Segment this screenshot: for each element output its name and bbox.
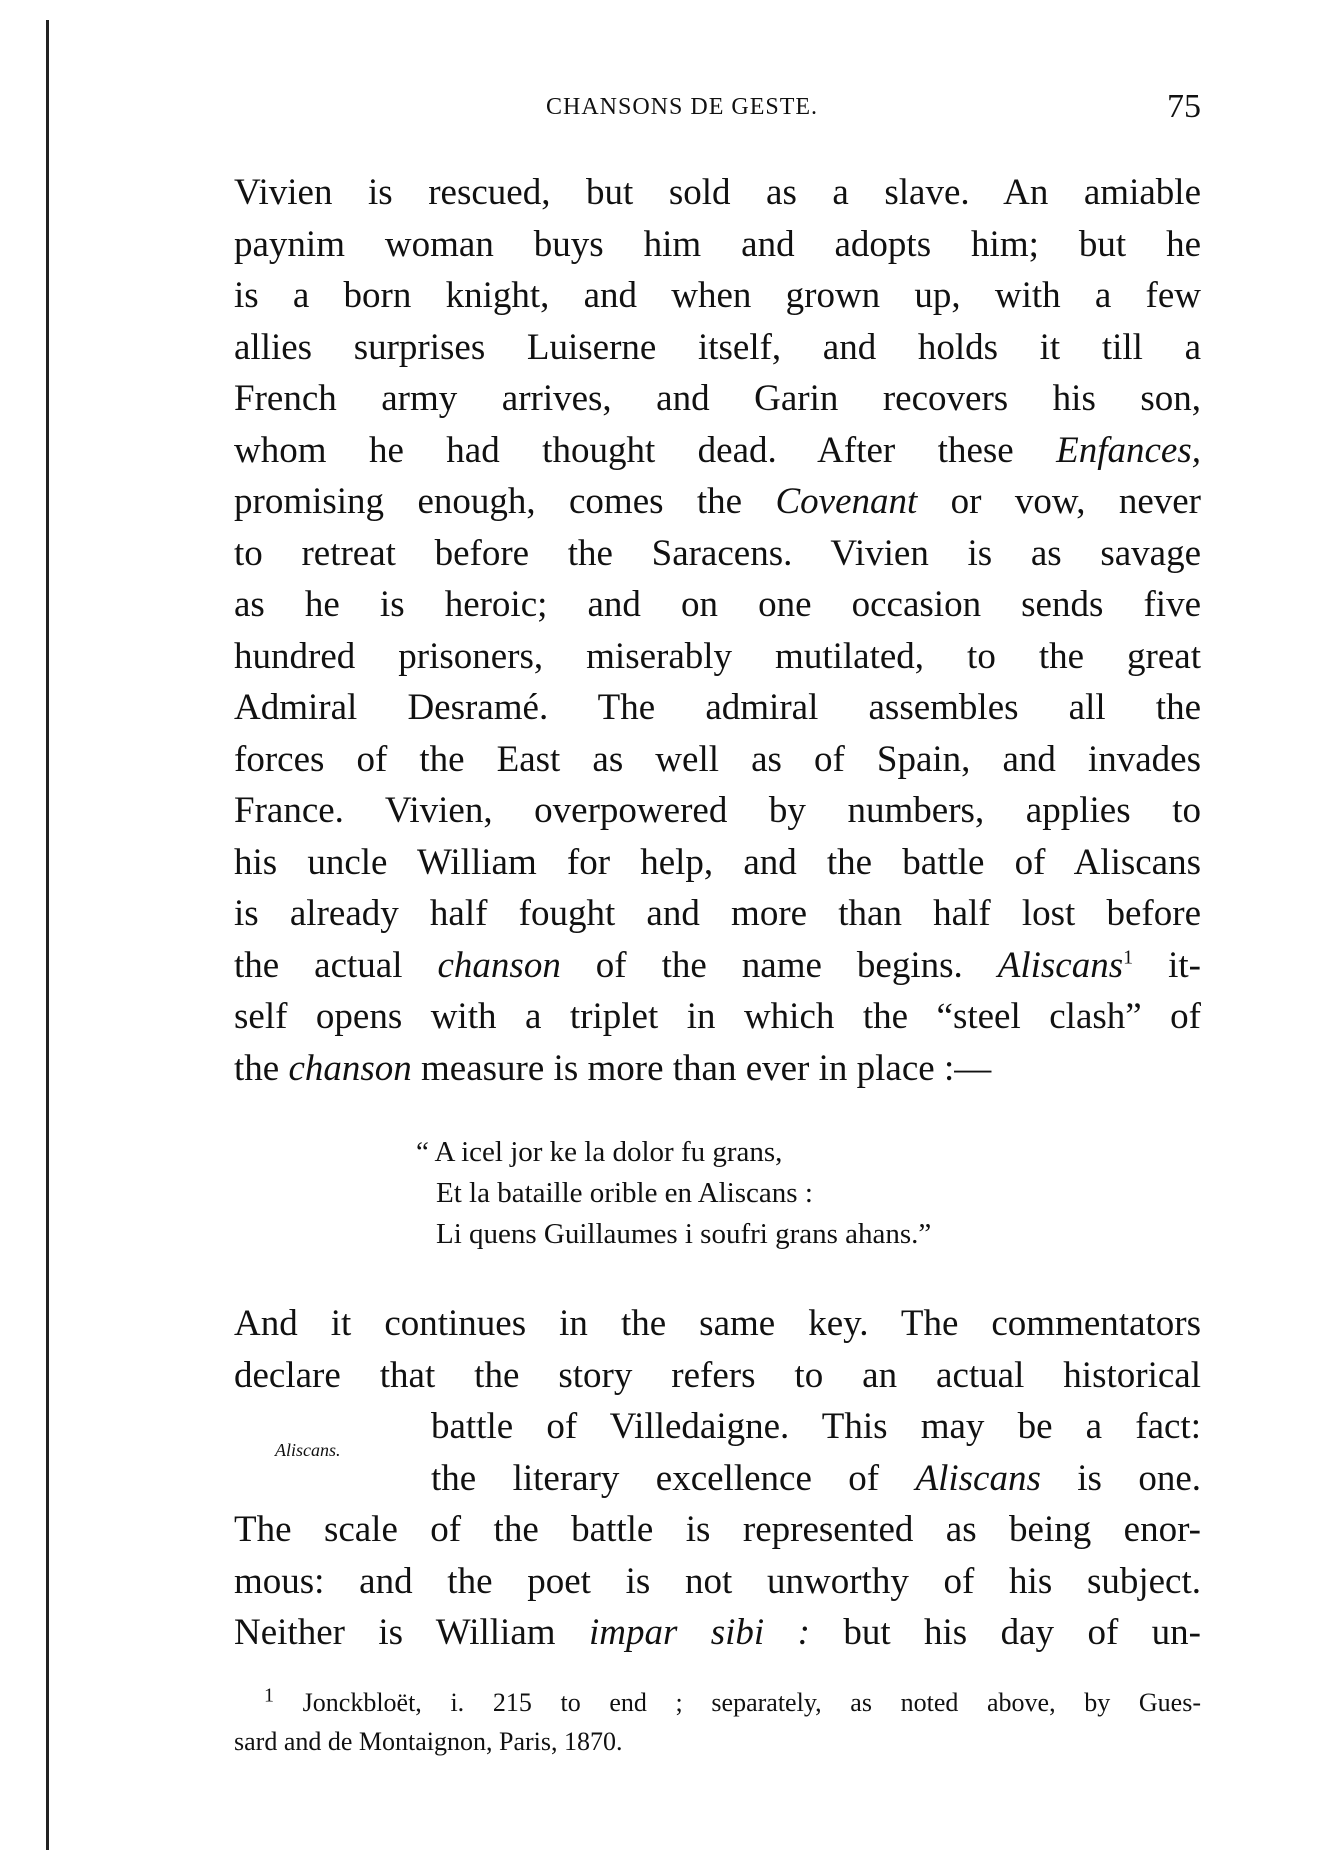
italic-text: Aliscans — [915, 1457, 1041, 1499]
text-line — [234, 579, 1201, 631]
text-line — [234, 888, 1201, 940]
footnote-text: Jonckbloët, i. 215 to end ; separately, as noted above, by Gues- — [302, 1688, 1201, 1717]
text-line — [234, 167, 1201, 219]
verse-line: Li quens Guillaumes i soufri grans ahans.” — [436, 1218, 932, 1250]
footnote-line — [234, 1683, 1201, 1722]
paragraph-2 — [234, 1298, 1201, 1659]
text-segment: allies surprises Luiserne itself, and holds it till a — [234, 326, 1201, 368]
text-segment: to retreat before the Saracens. Vivien is as savage — [234, 532, 1201, 574]
text-segment: hundred prisoners, miserably mutilated, to the great — [234, 635, 1201, 677]
text-segment: is already half fought and more than half lost before — [234, 893, 1201, 934]
italic-text: Aliscans — [997, 944, 1124, 986]
text-line — [234, 734, 1201, 786]
text-line — [234, 837, 1201, 889]
text-segment: the actual — [234, 944, 438, 986]
text-segment: it- — [1133, 944, 1202, 986]
text-segment: his uncle William for help, and the battle of Aliscans — [234, 841, 1201, 883]
text-segment: The scale of the battle is represented as being enor- — [234, 1509, 1201, 1550]
text-segment: paynim woman buys him and adopts him; but he — [234, 223, 1201, 265]
text-segment: whom he had thought dead. After these — [234, 429, 1057, 471]
text-line — [234, 425, 1201, 477]
text-segment: promising enough, comes the — [234, 481, 776, 522]
text-segment: And it continues in the same key. The commentators — [234, 1303, 1201, 1344]
text-line — [234, 1607, 1201, 1659]
text-segment: measure is more than ever in place :— — [411, 1047, 992, 1089]
text-line — [234, 1350, 1201, 1402]
text-segment: forces of the East as well as of Spain, and invades — [234, 738, 1201, 780]
italic-text: Enfances, — [1056, 429, 1201, 471]
text-line — [234, 785, 1201, 837]
text-line — [234, 991, 1201, 1043]
text-segment: Vivien is rescued, but sold as a slave. An amiable — [234, 172, 1201, 213]
text-line — [234, 682, 1201, 734]
text-segment: French army arrives, and Garin recovers his son, — [234, 378, 1201, 419]
text-segment: declare that the story refers to an actual historical — [234, 1354, 1201, 1396]
verse-line: Et la bataille orible en Aliscans : — [436, 1177, 813, 1209]
text-line — [234, 631, 1201, 683]
footnote-marker: 1 — [264, 1684, 274, 1707]
page-number: 75 — [1167, 88, 1201, 125]
text-segment: but his day of un- — [809, 1612, 1201, 1653]
text-segment: is a born knight, and when grown up, with a few — [234, 275, 1201, 316]
italic-text: impar sibi : — [588, 1612, 810, 1653]
text-line — [234, 1556, 1201, 1608]
text-line — [234, 528, 1201, 580]
text-line — [234, 373, 1201, 425]
margin-note: Aliscans. — [275, 1440, 341, 1460]
text-line — [234, 476, 1201, 528]
text-line — [234, 940, 1201, 992]
running-title: CHANSONS DE GESTE. — [546, 94, 819, 120]
text-segment: is one. — [1040, 1457, 1201, 1499]
text-line — [431, 1401, 1201, 1453]
text-segment: as he is heroic; and on one occasion sends five — [234, 584, 1201, 625]
italic-text: chanson — [288, 1047, 412, 1089]
text-segment: self opens with a triplet in which the “steel clash” of — [234, 996, 1201, 1037]
verse-line: “ A icel jor ke la dolor fu grans, — [416, 1136, 783, 1168]
footnote-ref: 1 — [1123, 946, 1134, 969]
running-header — [234, 88, 1201, 128]
italic-text: chanson — [437, 944, 561, 986]
text-line — [234, 322, 1201, 374]
text-segment: Neither is William — [234, 1612, 589, 1653]
paragraph-1 — [234, 167, 1201, 1094]
italic-text: Covenant — [775, 481, 918, 522]
text-segment: the — [234, 1047, 289, 1089]
text-line — [431, 1453, 1201, 1505]
text-line — [234, 1298, 1201, 1350]
text-segment: or vow, never — [917, 481, 1201, 522]
text-segment: the literary excellence of — [431, 1457, 916, 1499]
text-segment: battle of Villedaigne. This may be a fact: — [431, 1406, 1201, 1447]
binding-edge — [46, 20, 49, 1850]
text-segment: mous: and the poet is not unworthy of his subject. — [234, 1560, 1201, 1602]
footnote-line: sard and de Montaignon, Paris, 1870. — [234, 1727, 623, 1756]
text-segment: Admiral Desramé. The admiral assembles all the — [234, 687, 1201, 728]
text-line — [234, 270, 1201, 322]
text-line — [234, 1043, 1201, 1095]
text-segment: France. Vivien, overpowered by numbers, applies to — [234, 790, 1201, 831]
text-line — [234, 1504, 1201, 1556]
text-segment: of the name begins. — [560, 944, 998, 986]
text-line — [234, 219, 1201, 271]
footnote — [234, 1683, 1201, 1761]
verse-quote — [416, 1132, 931, 1255]
